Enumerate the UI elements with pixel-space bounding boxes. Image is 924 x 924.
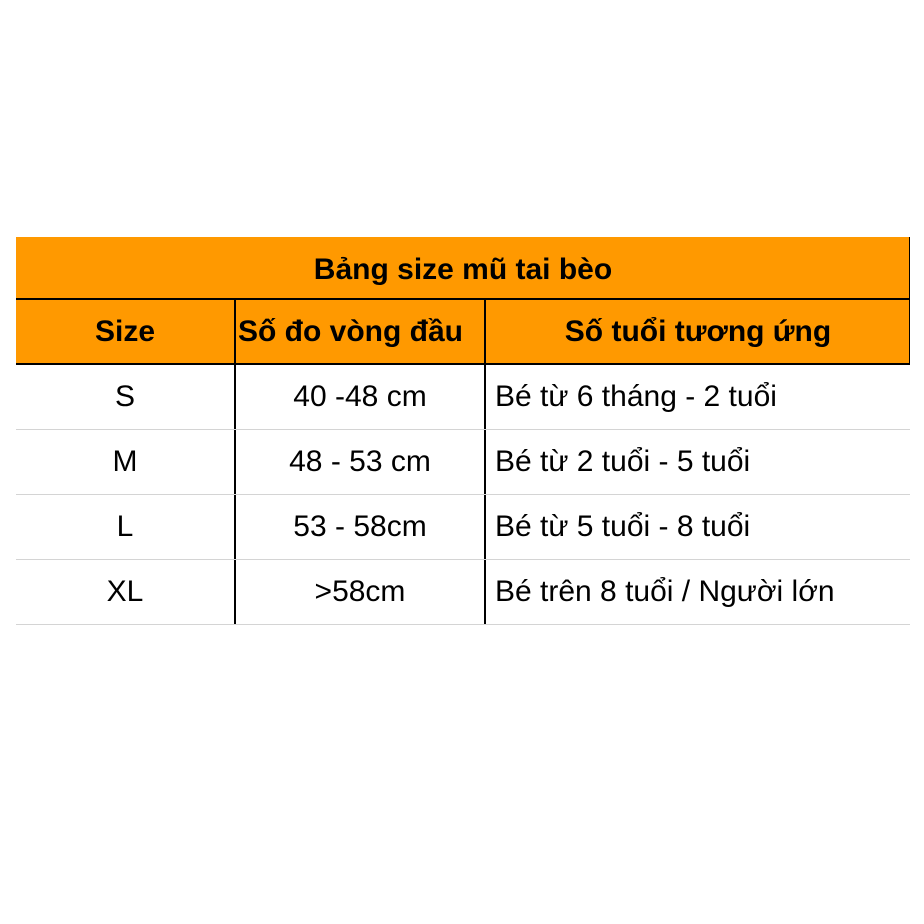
- head-circumference-cell: >58cm: [236, 560, 486, 624]
- header-age: Số tuổi tương ứng: [564, 314, 832, 348]
- table-row: [16, 430, 910, 495]
- size-chart-table: [16, 237, 910, 625]
- table-right-border: [909, 237, 910, 365]
- head-circumference-cell: 53 - 58cm: [236, 495, 486, 559]
- age-cell: Bé từ 2 tuổi - 5 tuổi: [495, 445, 751, 478]
- age-cell: Bé từ 5 tuổi - 8 tuổi: [495, 510, 751, 543]
- table-row: [16, 365, 910, 430]
- head-circumference-cell: 40 -48 cm: [236, 365, 486, 429]
- age-cell: Bé trên 8 tuổi / Người lớn: [495, 575, 835, 608]
- size-cell: L: [16, 495, 236, 559]
- table-header-row: [16, 300, 910, 365]
- table-row: [16, 495, 910, 560]
- header-head-circumference: Số đo vòng đầu: [236, 300, 486, 363]
- table-title: Bảng size mũ tai bèo: [16, 237, 910, 300]
- size-cell: XL: [16, 560, 236, 624]
- header-size: Size: [16, 300, 236, 363]
- size-cell: S: [16, 365, 236, 429]
- table-row: [16, 560, 910, 625]
- size-cell: M: [16, 430, 236, 494]
- age-cell: Bé từ 6 tháng - 2 tuổi: [495, 380, 777, 413]
- head-circumference-cell: 48 - 53 cm: [236, 430, 486, 494]
